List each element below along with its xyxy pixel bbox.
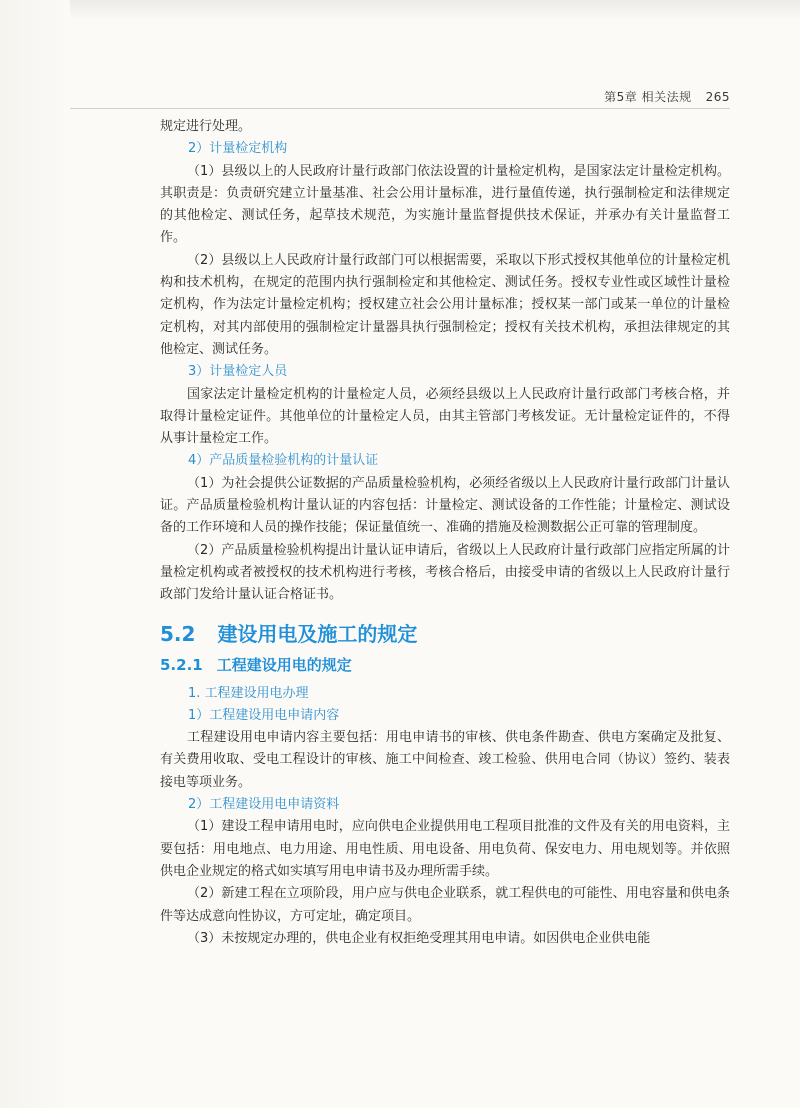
- section-title: 建设用电及施工的规定: [217, 621, 418, 646]
- subheading-verification-institution: 2）计量检定机构: [188, 141, 288, 157]
- subheading-power-application: 1. 工程建设用电办理: [188, 685, 309, 701]
- paragraph: （1）建设工程申请用电时，应向供电企业提供用电工程项目批准的文件及有关的用电资料，主要包括：用电地点、电力用途、用电性质、用电设备、用电负荷、保安电力、用电规划等。并依照供电企业规定的格式如实填写用电申请书及办理所需手续。: [160, 819, 730, 879]
- header-rule: [70, 108, 730, 109]
- subheading-application-materials: 2）工程建设用电申请资料: [188, 797, 340, 813]
- header-text: [604, 88, 730, 105]
- paragraph: （2）县级以上人民政府计量行政部门可以根据需要，采取以下形式授权其他单位的计量检定机构和技术机构，在规定的范围内执行强制检定和其他检定、测试任务。授权专业性或区域性计量检定机构，作为法定计量检定机构；授权建立社会公用计量标准；授权某一部门或某一单位的计量检定机构，对其内部使用的强制检定计量器具执行强制检定；授权有关技术机构，承担法律规定的其他检定、测试任务。: [160, 252, 730, 357]
- page-number: 265: [705, 90, 730, 104]
- paragraph: 国家法定计量检定机构的计量检定人员，必须经县级以上人民政府计量行政部门考核合格，并取得计量检定证件。其他单位的计量检定人员，由其主管部门考核发证。无计量检定证件的，不得从事计量检定工作。: [160, 386, 730, 447]
- page-gutter-shadow: [0, 0, 70, 1108]
- paragraph-continuation: 规定进行处理。: [160, 119, 252, 134]
- page-content: [160, 116, 730, 950]
- subheading-metrology-certification: 4）产品质量检验机构的计量认证: [188, 453, 379, 469]
- top-band: [70, 0, 800, 20]
- subsection-title: 工程建设用电的规定: [216, 655, 352, 674]
- paragraph: （2）产品质量检验机构提出计量认证申请后，省级以上人民政府计量行政部门应指定所属的计量检定机构或者被授权的技术机构进行考核，考核合格后，由接受申请的省级以上人民政府计量行政部门发给计量认证合格证书。: [160, 542, 730, 603]
- subheading-application-content: 1）工程建设用电申请内容: [188, 707, 340, 723]
- paragraph: （1）县级以上的人民政府计量行政部门依法设置的计量检定机构，是国家法定计量检定机构。其职责是：负责研究建立计量基准、社会公用计量标准，进行量值传递，执行强制检定和法律规定的其他检定、测试任务，起草技术规范，为实施计量监督提供技术保证，并承办有关计量监督工作。: [160, 163, 730, 246]
- chapter-title: 第5章 相关法规: [604, 90, 692, 104]
- subsection-heading: [160, 653, 730, 677]
- subheading-verification-personnel: 3）计量检定人员: [188, 364, 288, 380]
- paragraph: （2）新建工程在立项阶段，用户应与供电企业联系，就工程供电的可能性、用电容量和供电条件等达成意向性协议，方可定址，确定项目。: [160, 886, 730, 924]
- subsection-number: 5.2.1: [160, 655, 203, 674]
- paragraph: （3）未按规定办理的，供电企业有权拒绝受理其用电申请。如因供电企业供电能: [187, 930, 651, 946]
- running-header: [70, 88, 730, 108]
- paragraph: （1）为社会提供公证数据的产品质量检验机构，必须经省级以上人民政府计量行政部门计量认证。产品质量检验机构计量认证的内容包括：计量检定、测试设备的工作性能；计量检定、测试设备的工作环境和人员的操作技能；保证量值统一、准确的措施及检测数据公正可靠的管理制度。: [160, 475, 730, 536]
- section-number: 5.2: [160, 621, 196, 646]
- section-heading: [160, 619, 730, 649]
- paragraph: 工程建设用电申请内容主要包括：用电申请书的审核、供电条件勘查、供电方案确定及批复、有关费用收取、受电工程设计的审核、施工中间检查、竣工检验、供用电合同（协议）签约、装表接电等项业务。: [160, 730, 730, 790]
